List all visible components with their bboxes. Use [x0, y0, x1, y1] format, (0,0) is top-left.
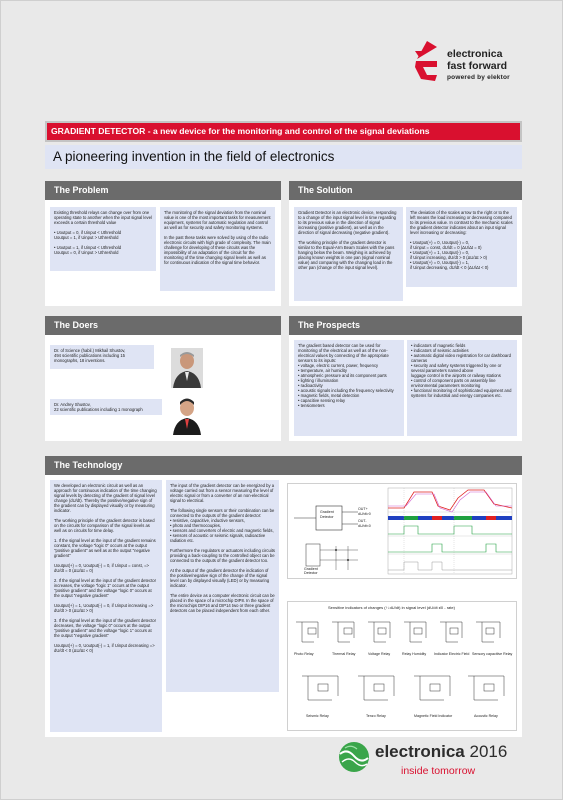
- logo-line-3: powered by elektor: [447, 74, 510, 81]
- sensor-label-capacitive: Sensory capacitive Relay: [472, 652, 513, 656]
- technology-col2-paragraph: The input of the gradient detector can be energized by a voltage carried out from a sensor measuring the level of electric signal or from a converter of an non-electrical signal to electrical. The following single sensors or their combination can be connected to the outputs of the gradient detector: • resistive, capacitive, inductive sensors, • photo and thermocouples, • sensors and converters of electric and magnetic fields, • sensors of acoustic or seismic signals, radioactive radiation etc. Furthermore the regulators or actuators including circuits providing a back-coupling to the controlled object can be connected to the outputs of the gradient detector too. At the output of the gradient detector the indication of the positive/negative sign of the change of the signal level can by displayed visually (LED) or by measuring indicator. The entire device as a computer electronic circuit can be placed in the space of a microchip DIP8. In the space of the microchips DIP16 and DIP14 two or three gradient detectors can be placed independent from each other.: [170, 483, 275, 613]
- doer-2-portrait-icon: [171, 395, 203, 435]
- electronica-fast-forward-logo: [413, 37, 533, 97]
- problem-heading-bar: [45, 181, 281, 200]
- doer-2-text: [50, 399, 162, 415]
- sensor-label-acoustic: Acoustic Relay: [474, 714, 498, 718]
- solution-left-text: [294, 207, 403, 301]
- doer-2-paragraph: Dr. Andrey Shustov, 22 scientific publications including 1 monograph: [54, 402, 143, 412]
- problem-right-text: [160, 207, 275, 291]
- footer-year: 2016: [469, 742, 508, 761]
- footer-brand-name: electronica: [375, 742, 465, 761]
- solution-heading: The Solution: [298, 185, 353, 195]
- out-minus-label: OUT-: [358, 519, 367, 523]
- sensor-label-photo: Photo Relay: [294, 652, 314, 656]
- doers-heading: The Doers: [54, 320, 99, 330]
- out-plus-sub-label: dU/dt>0: [358, 512, 371, 516]
- circuit-and-waveforms-icon: [288, 484, 516, 578]
- subtitle-bar: [45, 145, 522, 169]
- globe-icon: [337, 740, 371, 774]
- logo-line-1: electronica: [447, 48, 503, 60]
- sensor-label-humidity: Relay Humidity: [402, 652, 427, 656]
- doer-1-text: [50, 345, 154, 369]
- technology-col2-text: [166, 480, 279, 692]
- solution-right-paragraph: The deviation of the scales arrow to the right or to the left means the load increasing or decreasing compared to its previous value. In contrast to the mechanic scales the gradient detector indicates about an input signal level increasing or decreasing: • Uoutput(+) = 0, Uoutput(-) = 0, if Uinput = const, dU/dt = 0 (ΔU/Δt = 0) • Uoutput(+) = 1, Uoutput(-) = 0, if Uinput increasing, dU/dt > 0 (ΔU/Δt > 0) • Uoutput(+) = 0, Uoutput(-) = 1, if Uinput decreasing, dU/dt < 0 (ΔU/Δt < 0): [410, 210, 513, 270]
- title-banner: [45, 121, 522, 142]
- solution-right-text: [406, 207, 517, 287]
- doers-heading-bar: [45, 316, 281, 335]
- sensor-diagram-title: Sensitive indicators of changes (↑↓dU/dt) in signal level (dU/dt ≠0 - rate): [328, 605, 455, 610]
- footer-tagline: inside tomorrow: [401, 765, 476, 777]
- sensor-indicators-diagram: [287, 601, 517, 731]
- problem-left-text: [50, 207, 156, 271]
- sensor-circuits-icon: [288, 602, 516, 730]
- solution-left-paragraph: Gradient Detector is an electronic device, responding to a change of the input signal level in time regarding to its previous value in the direction of signal increasing (positive gradient), as well as in the direction of signal decreasing (negative gradient). The working principle of the gradient detector is similar to the Equal-Arm Beam Scales with the pans hanging below the beam. Weighing is achieved by placing known weights in one pan (signal nominal value) and comparing with the changing load in the other pan (change of the input signal level).: [298, 210, 397, 270]
- sensor-label-magnetic: Magnetic Field Indicator: [414, 714, 453, 718]
- block-label-2: Detector: [320, 515, 334, 519]
- technology-col1-paragraph: We developed an electronic circuit as well as an approach for continuous indication of the time changing signal levels by detecting of the gradient of signal level change (dU/dt). Thereby the positive/negative sign of the gradient can by displayed visually or by measuring indicator. The working principle of the gradient detector is based on the circuits for comparison of the signal levels as well as on circuits for time delay. 1. If the signal level at the input of the gradient remains constant, the voltage "logic 0" occurs at the output "positive gradient" as well as at the output "negative gradient" Uoutput(+) = 0, Uoutput(-) = 0, if Uinput = const, => dU/dt = 0 (ΔU/Δt = 0) 2. If the signal level at the input of the gradient detector increases, the voltage "logic 1" occurs at the output "positive gradient" and the voltage "logic 0" occurs at the output "negative gradient" Uoutput(+) = 1, Uoutput(-) = 0, if Uinput increasing => dU/dt > 0 (ΔU/Δt > 0) 3. If the signal level at the input of the gradient detector decreases, the voltage "logic 0" occurs at the output "positive gradient" and the voltage "logic 1" occurs at the output "negative gradient" Uoutput(+) = 0, Uoutput(-) = 1, if Uinput decreasing => dU/dt < 0 (ΔU/Δt < 0): [54, 483, 157, 653]
- gradient-detector-diagram: [287, 483, 517, 579]
- out-minus-sub-label: dU/dt<0: [358, 524, 371, 528]
- bottom-label-2: Detector: [304, 571, 318, 575]
- sensor-label-voltage: Voltage Relay: [368, 652, 391, 656]
- banner-title: GRADIENT DETECTOR - a new device for the monitoring and control of the signal deviations: [51, 126, 430, 136]
- problem-left-paragraph: Existing threshold relays can change over from one operating state to another when the input signal level exceeds a certain threshold value • Uoutput = 0, if Uinput < Uthreshold Uoutput = 1, if Uinput > Uthreshold • Uoutput = 1, if Uinput < Uthreshold Uoutput = 0, if Uinput > Uthreshold: [54, 210, 153, 255]
- problem-right-paragraph: The monitoring of the signal deviation from the nominal value is one of the most important tasks for measurement equipment, systems for automatic regulation and control as well as for security and safety monitoring systems. In the past these tasks were solved by using of the radio electronic circuits with high grade of complexity. The main challenge for developing of these circuits was the impossibility of an adaptation of the circuit for the monitoring of the time changing signal levels as well as for continuous indication of the signal time behavior.: [164, 210, 271, 265]
- problem-heading: The Problem: [54, 185, 109, 195]
- prospects-heading: The Prospects: [298, 320, 361, 330]
- doer-1-portrait-icon: [171, 348, 203, 388]
- bottom-label-1: Gradient: [304, 567, 318, 571]
- sensor-label-electric-field: Indicator Electric Field: [434, 652, 470, 656]
- electronica-2016-logo: [337, 736, 537, 786]
- footer-brand: [375, 742, 507, 762]
- prospects-right-text: [407, 340, 517, 436]
- doer-1-paragraph: Dr. of Science (habil.) Mikhail Shustov, 494 scientific publications including 15 monographs, 18 inventions.: [54, 348, 126, 363]
- prospects-left-text: [294, 340, 404, 436]
- out-plus-label: OUT+: [358, 507, 368, 511]
- subtitle-text: A pioneering invention in the field of electronics: [53, 149, 335, 164]
- prospects-left-paragraph: The gradient based detector can be used for monitoring of the electrical as well as of the non-electrical values by connecting of the appropriate sensors to its inputs: • voltage, electric current, power, frequency • temperature, air humidity • atmospheric pressure and its component parts • lighting / illumination • radioactivity • acoustic signals including the frequency selectivity • magnetic fields, metal detection • capacitive sensing relay • tensiometers: [298, 343, 394, 408]
- prospects-right-paragraph: • indicators of magnetic fields • indicators of seismic activities • automatic digital video registration for car dashboard cameras • security and safety systems triggered by one or several parameters named above luggage control in the airports or railway stations • control of component parts on assembly line environmental parameters monitoring • functional monitoring of sophisticated equipment and systems for industrial and energy companies etc.: [411, 343, 512, 398]
- sensor-label-seismic: Seismic Relay: [306, 714, 329, 718]
- technology-heading-bar: [45, 456, 522, 475]
- logo-line-2: fast forward: [447, 60, 508, 72]
- technology-col1-text: [50, 480, 162, 732]
- sensor-label-thermal: Thermal Relay: [332, 652, 356, 656]
- technology-heading: The Technology: [54, 460, 123, 470]
- solution-heading-bar: [289, 181, 522, 200]
- sensor-label-tenzo: Tenzo Relay: [366, 714, 386, 718]
- prospects-heading-bar: [289, 316, 522, 335]
- block-label-1: Gradient: [320, 510, 334, 514]
- electronica-e-logo-icon: [413, 37, 441, 81]
